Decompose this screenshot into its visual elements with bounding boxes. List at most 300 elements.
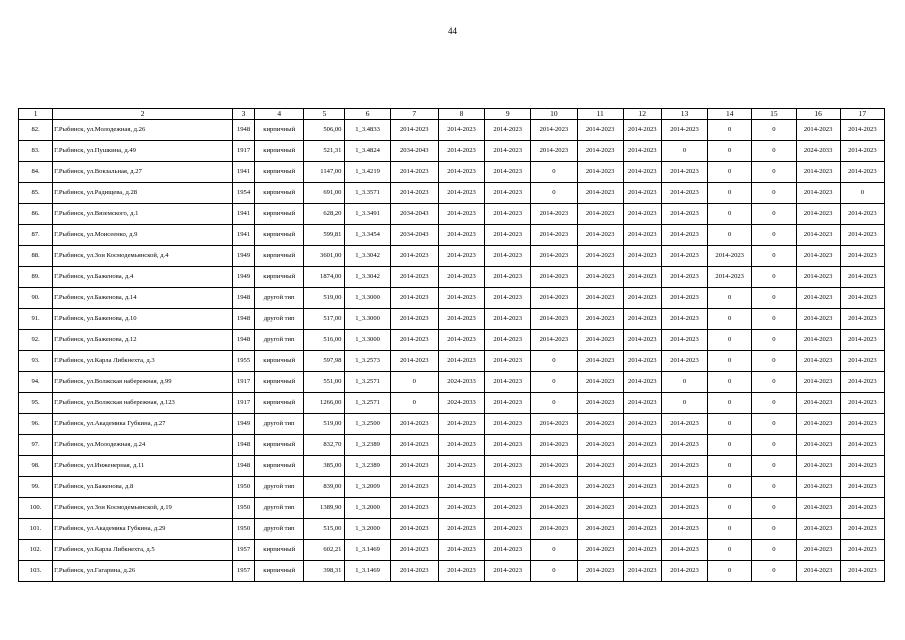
period-cell: 2014-2023 (531, 330, 577, 351)
column-number-header: 16 (796, 109, 840, 120)
index-cell: 1_3.3000 (345, 309, 390, 330)
index-cell: 1_3.2571 (345, 393, 390, 414)
area-cell: 517,00 (304, 309, 345, 330)
period-cell: 2014-2023 (661, 477, 707, 498)
period-cell: 2014-2023 (577, 372, 623, 393)
period-cell: 0 (752, 477, 796, 498)
period-cell: 0 (708, 393, 752, 414)
index-cell: 1_3.3042 (345, 267, 390, 288)
index-cell: 1_3.2571 (345, 372, 390, 393)
period-cell: 2014-2023 (623, 351, 661, 372)
wall-type-cell: другой тип (255, 330, 304, 351)
area-cell: 3601,00 (304, 246, 345, 267)
period-cell: 2014-2023 (485, 519, 531, 540)
period-cell: 2014-2023 (661, 561, 707, 582)
period-cell: 2014-2023 (577, 330, 623, 351)
period-cell: 2014-2023 (485, 561, 531, 582)
wall-type-cell: кирпичный (255, 141, 304, 162)
period-cell: 2014-2023 (623, 414, 661, 435)
period-cell: 0 (708, 498, 752, 519)
period-cell: 0 (840, 183, 884, 204)
period-cell: 2014-2023 (577, 288, 623, 309)
period-cell: 2014-2023 (438, 561, 484, 582)
period-cell: 2014-2023 (623, 498, 661, 519)
period-cell: 0 (752, 456, 796, 477)
period-cell: 2014-2023 (390, 288, 438, 309)
column-number-header: 7 (390, 109, 438, 120)
period-cell: 2014-2023 (438, 498, 484, 519)
period-cell: 2014-2023 (485, 393, 531, 414)
period-cell: 2014-2023 (796, 288, 840, 309)
row-number-cell: 100. (19, 498, 53, 519)
period-cell: 2014-2023 (531, 267, 577, 288)
period-cell: 2034-2043 (390, 225, 438, 246)
period-cell: 2014-2023 (796, 519, 840, 540)
period-cell: 2014-2023 (577, 519, 623, 540)
period-cell: 2014-2023 (708, 267, 752, 288)
row-number-cell: 90. (19, 288, 53, 309)
address-cell: Г.Рыбинск, ул.Карла Либкнехта, д.3 (53, 351, 233, 372)
wall-type-cell: кирпичный (255, 204, 304, 225)
wall-type-cell: кирпичный (255, 120, 304, 141)
row-number-cell: 98. (19, 456, 53, 477)
page-number: 44 (448, 26, 457, 36)
period-cell: 2014-2023 (438, 477, 484, 498)
period-cell: 2014-2023 (623, 246, 661, 267)
period-cell: 2014-2023 (708, 246, 752, 267)
index-cell: 1_3.3571 (345, 183, 390, 204)
wall-type-cell: кирпичный (255, 351, 304, 372)
period-cell: 0 (752, 246, 796, 267)
period-cell: 0 (531, 372, 577, 393)
year-cell: 1917 (232, 141, 254, 162)
area-cell: 832,70 (304, 435, 345, 456)
period-cell: 2014-2023 (485, 141, 531, 162)
period-cell: 2014-2023 (485, 267, 531, 288)
period-cell: 2014-2023 (438, 288, 484, 309)
period-cell: 2014-2023 (623, 204, 661, 225)
period-cell: 2014-2023 (390, 414, 438, 435)
wall-type-cell: кирпичный (255, 246, 304, 267)
table-row (19, 141, 885, 162)
period-cell: 2014-2023 (390, 267, 438, 288)
wall-type-cell: другой тип (255, 309, 304, 330)
period-cell: 0 (752, 225, 796, 246)
table-row (19, 225, 885, 246)
period-cell: 2014-2023 (531, 225, 577, 246)
period-cell: 2014-2023 (840, 561, 884, 582)
period-cell: 2014-2023 (531, 498, 577, 519)
index-cell: 1_3.1469 (345, 540, 390, 561)
period-cell: 2014-2023 (661, 351, 707, 372)
period-cell: 2014-2023 (485, 477, 531, 498)
period-cell: 0 (752, 414, 796, 435)
period-cell: 2014-2023 (661, 288, 707, 309)
period-cell: 2014-2023 (390, 519, 438, 540)
period-cell: 2014-2023 (577, 456, 623, 477)
row-number-cell: 101. (19, 519, 53, 540)
period-cell: 0 (752, 288, 796, 309)
period-cell: 2014-2023 (796, 309, 840, 330)
housing-registry-table (18, 108, 885, 582)
period-cell: 2014-2023 (438, 225, 484, 246)
period-cell: 2014-2023 (840, 435, 884, 456)
wall-type-cell: другой тип (255, 414, 304, 435)
period-cell: 0 (531, 540, 577, 561)
period-cell: 0 (708, 120, 752, 141)
row-number-cell: 82. (19, 120, 53, 141)
period-cell: 2014-2023 (661, 246, 707, 267)
period-cell: 2014-2023 (577, 246, 623, 267)
index-cell: 1_3.2000 (345, 498, 390, 519)
period-cell: 2014-2023 (485, 351, 531, 372)
period-cell: 0 (752, 162, 796, 183)
period-cell: 2014-2023 (577, 141, 623, 162)
period-cell: 0 (708, 372, 752, 393)
period-cell: 0 (661, 372, 707, 393)
period-cell: 2014-2023 (577, 183, 623, 204)
column-number-header: 8 (438, 109, 484, 120)
period-cell: 0 (708, 414, 752, 435)
area-cell: 599,81 (304, 225, 345, 246)
address-cell: Г.Рыбинск, ул.Зои Космодемьянской, д.19 (53, 498, 233, 519)
period-cell: 2014-2023 (796, 435, 840, 456)
address-cell: Г.Рыбинск, ул.Волжская набережная, д.99 (53, 372, 233, 393)
table-row (19, 435, 885, 456)
period-cell: 2014-2023 (623, 519, 661, 540)
period-cell: 2014-2023 (796, 120, 840, 141)
area-cell: 1874,00 (304, 267, 345, 288)
address-cell: Г.Рыбинск, ул.Карла Либкнехта, д.5 (53, 540, 233, 561)
index-cell: 1_3.4824 (345, 141, 390, 162)
period-cell: 2014-2023 (661, 540, 707, 561)
row-number-cell: 91. (19, 309, 53, 330)
period-cell: 2014-2023 (796, 393, 840, 414)
period-cell: 2014-2023 (531, 519, 577, 540)
table-row (19, 351, 885, 372)
period-cell: 2014-2023 (577, 477, 623, 498)
period-cell: 0 (390, 393, 438, 414)
period-cell: 2014-2023 (796, 330, 840, 351)
period-cell: 0 (752, 393, 796, 414)
row-number-cell: 93. (19, 351, 53, 372)
year-cell: 1948 (232, 120, 254, 141)
table-row (19, 372, 885, 393)
period-cell: 2014-2023 (485, 372, 531, 393)
period-cell: 0 (708, 456, 752, 477)
table-row (19, 267, 885, 288)
index-cell: 1_3.4833 (345, 120, 390, 141)
period-cell: 2014-2023 (796, 561, 840, 582)
period-cell: 0 (752, 330, 796, 351)
period-cell: 2014-2023 (577, 162, 623, 183)
column-number-header: 6 (345, 109, 390, 120)
period-cell: 2014-2023 (840, 141, 884, 162)
period-cell: 2034-2043 (390, 204, 438, 225)
period-cell: 2014-2023 (661, 519, 707, 540)
period-cell: 0 (708, 561, 752, 582)
period-cell: 2014-2023 (485, 225, 531, 246)
period-cell: 2014-2023 (390, 477, 438, 498)
period-cell: 0 (752, 267, 796, 288)
area-cell: 628,20 (304, 204, 345, 225)
period-cell: 2014-2023 (485, 330, 531, 351)
period-cell: 0 (390, 372, 438, 393)
period-cell: 2014-2023 (577, 435, 623, 456)
period-cell: 2014-2023 (840, 477, 884, 498)
period-cell: 2014-2023 (796, 498, 840, 519)
period-cell: 2014-2023 (438, 414, 484, 435)
period-cell: 2014-2023 (577, 498, 623, 519)
row-number-cell: 87. (19, 225, 53, 246)
row-number-cell: 102. (19, 540, 53, 561)
period-cell: 0 (708, 225, 752, 246)
wall-type-cell: кирпичный (255, 372, 304, 393)
period-cell: 2014-2023 (485, 309, 531, 330)
period-cell: 0 (708, 183, 752, 204)
index-cell: 1_3.3042 (345, 246, 390, 267)
period-cell: 2014-2023 (390, 120, 438, 141)
period-cell: 2014-2023 (438, 519, 484, 540)
row-number-cell: 92. (19, 330, 53, 351)
period-cell: 2014-2023 (577, 309, 623, 330)
table-row (19, 183, 885, 204)
period-cell: 2014-2023 (623, 309, 661, 330)
period-cell: 2014-2023 (390, 456, 438, 477)
period-cell: 2014-2023 (623, 540, 661, 561)
period-cell: 0 (531, 183, 577, 204)
period-cell: 2014-2023 (840, 456, 884, 477)
area-cell: 506,00 (304, 120, 345, 141)
table-row (19, 414, 885, 435)
row-number-cell: 96. (19, 414, 53, 435)
period-cell: 2014-2023 (531, 309, 577, 330)
period-cell: 0 (752, 204, 796, 225)
address-cell: Г.Рыбинск, ул.Молодежная, д.26 (53, 120, 233, 141)
column-number-header: 17 (840, 109, 884, 120)
period-cell: 2014-2023 (661, 330, 707, 351)
table-row (19, 120, 885, 141)
year-cell: 1949 (232, 267, 254, 288)
period-cell: 2014-2023 (390, 540, 438, 561)
year-cell: 1948 (232, 288, 254, 309)
period-cell: 2014-2023 (840, 288, 884, 309)
period-cell: 2014-2023 (796, 477, 840, 498)
period-cell: 0 (708, 141, 752, 162)
period-cell: 2014-2023 (840, 498, 884, 519)
period-cell: 2024-2033 (438, 393, 484, 414)
index-cell: 1_3.2009 (345, 477, 390, 498)
period-cell: 2014-2023 (796, 267, 840, 288)
period-cell: 2014-2023 (485, 246, 531, 267)
year-cell: 1949 (232, 414, 254, 435)
wall-type-cell: кирпичный (255, 435, 304, 456)
period-cell: 2014-2023 (661, 120, 707, 141)
area-cell: 602,21 (304, 540, 345, 561)
period-cell: 2014-2023 (661, 435, 707, 456)
period-cell: 2014-2023 (840, 162, 884, 183)
period-cell: 0 (661, 141, 707, 162)
row-number-cell: 89. (19, 267, 53, 288)
wall-type-cell: кирпичный (255, 393, 304, 414)
area-cell: 597,98 (304, 351, 345, 372)
year-cell: 1950 (232, 519, 254, 540)
index-cell: 1_3.3000 (345, 330, 390, 351)
period-cell: 2014-2023 (623, 225, 661, 246)
period-cell: 2014-2023 (438, 435, 484, 456)
index-cell: 1_3.1469 (345, 561, 390, 582)
period-cell: 0 (752, 309, 796, 330)
table-row (19, 561, 885, 582)
period-cell: 2014-2023 (623, 330, 661, 351)
period-cell: 2014-2023 (438, 162, 484, 183)
period-cell: 2014-2023 (390, 162, 438, 183)
period-cell: 2014-2023 (438, 267, 484, 288)
period-cell: 2014-2023 (577, 561, 623, 582)
year-cell: 1948 (232, 330, 254, 351)
period-cell: 2014-2023 (796, 246, 840, 267)
period-cell: 2014-2023 (390, 351, 438, 372)
period-cell: 2014-2023 (661, 309, 707, 330)
period-cell: 0 (752, 183, 796, 204)
period-cell: 2014-2023 (623, 456, 661, 477)
row-number-cell: 97. (19, 435, 53, 456)
index-cell: 1_3.3000 (345, 288, 390, 309)
period-cell: 2014-2023 (661, 414, 707, 435)
wall-type-cell: кирпичный (255, 540, 304, 561)
period-cell: 0 (531, 351, 577, 372)
period-cell: 2014-2023 (840, 393, 884, 414)
period-cell: 2014-2023 (577, 204, 623, 225)
area-cell: 839,00 (304, 477, 345, 498)
period-cell: 2014-2023 (438, 183, 484, 204)
year-cell: 1941 (232, 225, 254, 246)
period-cell: 2014-2023 (485, 498, 531, 519)
address-cell: Г.Рыбинск, ул.Баженова, д.10 (53, 309, 233, 330)
period-cell: 2014-2023 (661, 498, 707, 519)
wall-type-cell: другой тип (255, 477, 304, 498)
row-number-cell: 85. (19, 183, 53, 204)
address-cell: Г.Рыбинск, ул.Баженова, д.8 (53, 477, 233, 498)
period-cell: 2014-2023 (390, 330, 438, 351)
period-cell: 2014-2023 (840, 246, 884, 267)
wall-type-cell: кирпичный (255, 267, 304, 288)
period-cell: 2014-2023 (661, 183, 707, 204)
period-cell: 2034-2043 (390, 141, 438, 162)
period-cell: 2024-2033 (438, 372, 484, 393)
wall-type-cell: кирпичный (255, 183, 304, 204)
area-cell: 521,31 (304, 141, 345, 162)
period-cell: 2014-2023 (485, 456, 531, 477)
period-cell: 0 (752, 498, 796, 519)
period-cell: 0 (708, 309, 752, 330)
table-row (19, 288, 885, 309)
period-cell: 0 (752, 351, 796, 372)
period-cell: 2014-2023 (661, 267, 707, 288)
period-cell: 2014-2023 (577, 267, 623, 288)
period-cell: 2014-2023 (485, 120, 531, 141)
year-cell: 1917 (232, 393, 254, 414)
year-cell: 1954 (232, 183, 254, 204)
index-cell: 1_3.2500 (345, 414, 390, 435)
period-cell: 2014-2023 (390, 183, 438, 204)
table-row (19, 162, 885, 183)
address-cell: Г.Рыбинск, ул.Вяземского, д.1 (53, 204, 233, 225)
period-cell: 2014-2023 (796, 456, 840, 477)
period-cell: 0 (708, 351, 752, 372)
period-cell: 2014-2023 (796, 540, 840, 561)
period-cell: 2014-2023 (623, 435, 661, 456)
period-cell: 2014-2023 (531, 414, 577, 435)
address-cell: Г.Рыбинск, ул.Гагарина, д.26 (53, 561, 233, 582)
period-cell: 2014-2023 (531, 456, 577, 477)
period-cell: 0 (708, 330, 752, 351)
period-cell: 2014-2023 (840, 351, 884, 372)
period-cell: 2014-2023 (577, 540, 623, 561)
column-number-header: 11 (577, 109, 623, 120)
row-number-cell: 99. (19, 477, 53, 498)
period-cell: 2014-2023 (485, 540, 531, 561)
period-cell: 2014-2023 (623, 162, 661, 183)
column-number-header: 10 (531, 109, 577, 120)
period-cell: 2014-2023 (661, 456, 707, 477)
year-cell: 1949 (232, 246, 254, 267)
period-cell: 2014-2023 (485, 204, 531, 225)
table-row (19, 204, 885, 225)
period-cell: 2014-2023 (438, 120, 484, 141)
period-cell: 2014-2023 (623, 477, 661, 498)
period-cell: 0 (752, 141, 796, 162)
period-cell: 0 (708, 477, 752, 498)
period-cell: 0 (661, 393, 707, 414)
period-cell: 2014-2023 (661, 162, 707, 183)
year-cell: 1948 (232, 456, 254, 477)
period-cell: 2014-2023 (485, 288, 531, 309)
period-cell: 2014-2023 (623, 120, 661, 141)
index-cell: 1_3.2573 (345, 351, 390, 372)
period-cell: 2014-2023 (390, 498, 438, 519)
period-cell: 2014-2023 (796, 183, 840, 204)
period-cell: 2014-2023 (577, 225, 623, 246)
period-cell: 2014-2023 (438, 456, 484, 477)
column-number-header: 3 (232, 109, 254, 120)
column-number-header: 4 (255, 109, 304, 120)
row-number-cell: 83. (19, 141, 53, 162)
period-cell: 0 (752, 372, 796, 393)
wall-type-cell: другой тип (255, 288, 304, 309)
address-cell: Г.Рыбинск, ул.Моисеенко, д.9 (53, 225, 233, 246)
period-cell: 2014-2023 (840, 120, 884, 141)
period-cell: 2014-2023 (531, 120, 577, 141)
wall-type-cell: другой тип (255, 519, 304, 540)
column-number-header: 15 (752, 109, 796, 120)
index-cell: 1_3.4219 (345, 162, 390, 183)
row-number-cell: 86. (19, 204, 53, 225)
period-cell: 2014-2023 (796, 351, 840, 372)
area-cell: 519,00 (304, 414, 345, 435)
period-cell: 2024-2033 (796, 141, 840, 162)
index-cell: 1_3.2000 (345, 519, 390, 540)
period-cell: 2014-2023 (390, 309, 438, 330)
period-cell: 2014-2023 (623, 267, 661, 288)
address-cell: Г.Рыбинск, ул.Зои Космодемьянской, д.4 (53, 246, 233, 267)
period-cell: 0 (708, 540, 752, 561)
period-cell: 2014-2023 (531, 435, 577, 456)
period-cell: 2014-2023 (577, 120, 623, 141)
area-cell: 551,00 (304, 372, 345, 393)
year-cell: 1948 (232, 309, 254, 330)
row-number-cell: 103. (19, 561, 53, 582)
